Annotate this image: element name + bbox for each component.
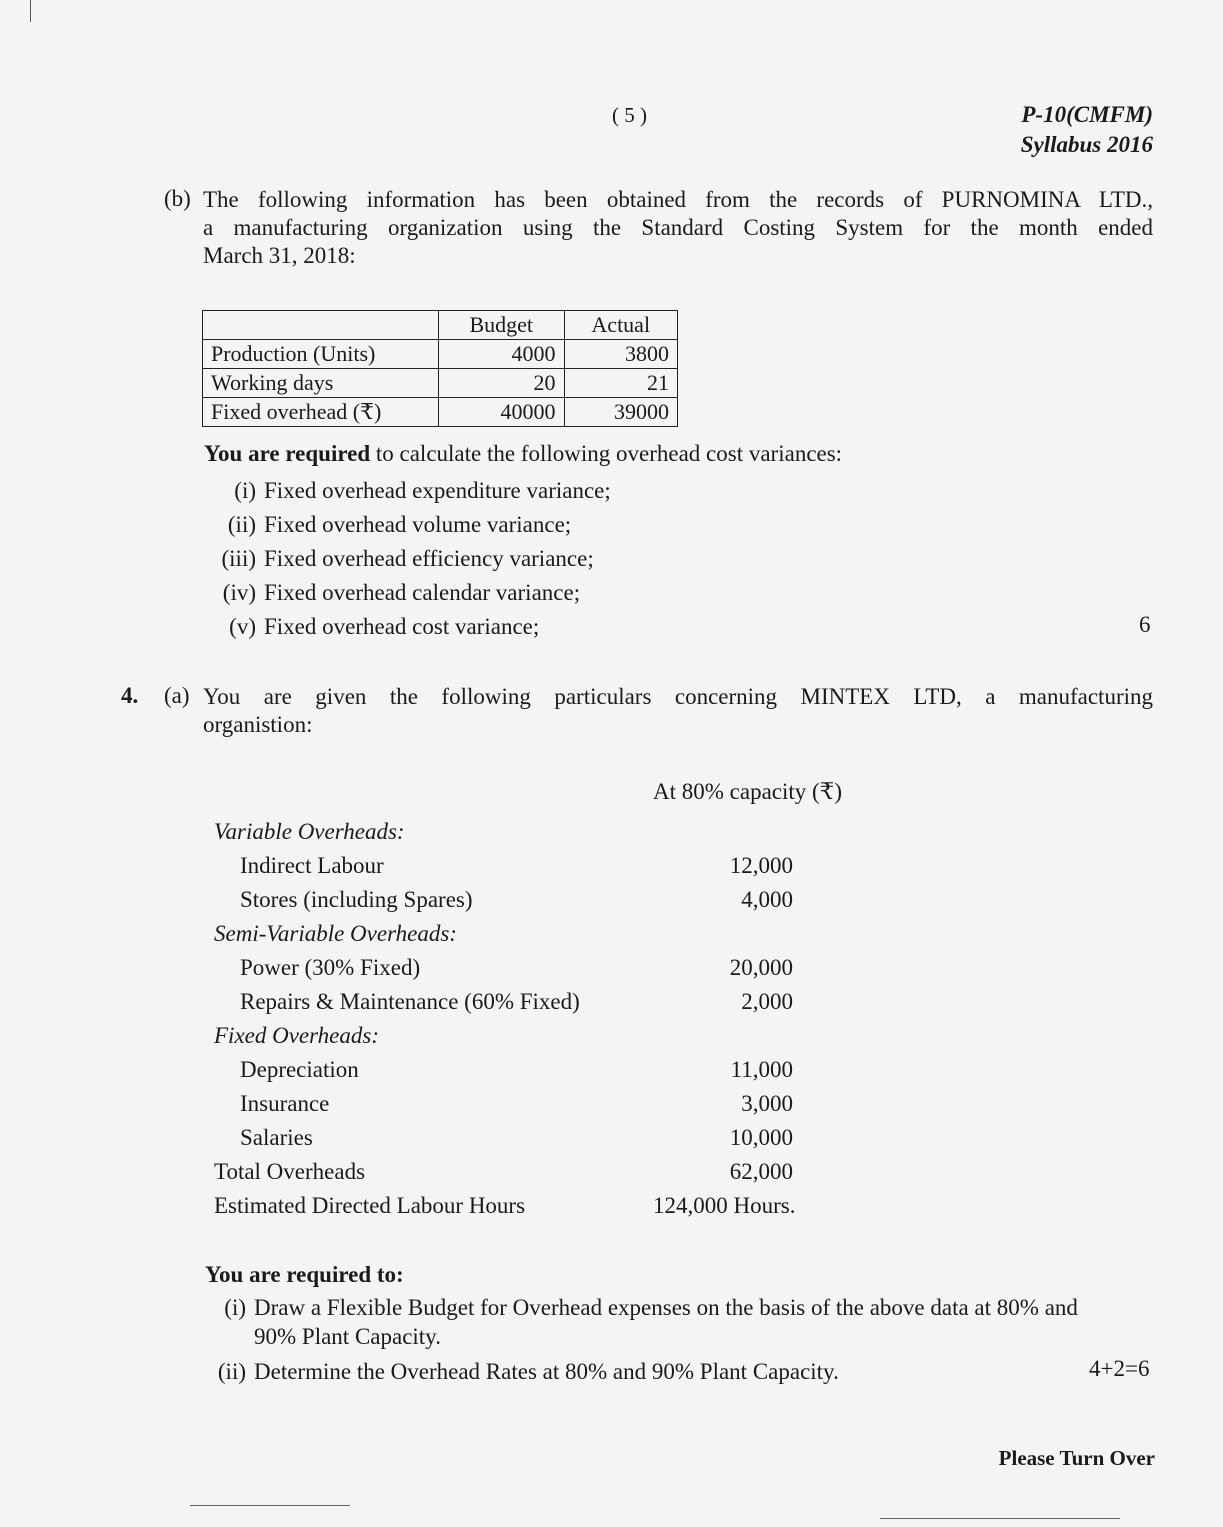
table-header-budget: Budget — [438, 311, 564, 340]
table-header-blank — [203, 311, 439, 340]
table-row — [214, 985, 814, 1019]
row-label: Power (30% Fixed) — [240, 955, 421, 980]
q3b-label: (b) — [164, 186, 191, 211]
q4a-task-list — [194, 1293, 1154, 1389]
list-item-text: Fixed overhead efficiency variance; — [264, 546, 594, 571]
list-item — [194, 1293, 1154, 1351]
list-item-text — [254, 1293, 1152, 1351]
scan-edge-mark — [190, 1505, 350, 1506]
scan-edge-mark — [880, 1518, 1120, 1519]
fixed-overhead-table — [202, 310, 678, 427]
q4a-required: You are required to: — [205, 1262, 404, 1287]
table-row — [203, 340, 678, 369]
section-heading-fixed: Fixed Overheads: — [214, 1023, 379, 1048]
table-cell: 3800 — [564, 340, 678, 369]
row-value: 10,000 — [729, 1125, 793, 1150]
table-cell: Working days — [203, 369, 439, 398]
list-item-number: (i) — [224, 1295, 246, 1320]
row-value: 62,000 — [729, 1159, 793, 1184]
row-value: 3,000 — [741, 1091, 793, 1116]
table-cell: Fixed overhead (₹) — [203, 398, 439, 427]
q4a-intro — [203, 683, 1153, 739]
syllabus-label: Syllabus 2016 — [1020, 132, 1153, 157]
list-item-line-2: 90% Plant Capacity. — [254, 1324, 441, 1349]
table-row — [214, 883, 814, 917]
table-row — [214, 951, 814, 985]
list-item-text: Determine the Overhead Rates at 80% and 90% Plant Capacity. — [254, 1359, 839, 1384]
list-item-line-1: Draw a Flexible Budget for Overhead expenses on the basis of the above data at 80% and — [254, 1295, 1078, 1320]
table-row — [214, 849, 814, 883]
table-row — [214, 1087, 814, 1121]
q3b-required-bold: You are required — [204, 441, 371, 466]
q3b-marks: 6 — [1139, 612, 1151, 637]
row-label: Stores (including Spares) — [240, 887, 473, 912]
table-header-actual: Actual — [564, 311, 678, 340]
list-item-number: (ii) — [227, 512, 256, 537]
row-label: Repairs & Maintenance (60% Fixed) — [240, 989, 580, 1014]
table-cell: 4000 — [438, 340, 564, 369]
row-value: 12,000 — [729, 853, 793, 878]
capacity-column-header: At 80% capacity (₹) — [653, 779, 842, 804]
q4a-label: (a) — [164, 683, 190, 708]
overheads-schedule — [214, 815, 814, 1223]
row-label: Estimated Directed Labour Hours — [214, 1193, 526, 1218]
q3b-required — [204, 441, 842, 467]
row-value: 20,000 — [729, 955, 793, 980]
table-row-hours — [214, 1189, 814, 1223]
list-item-text: Fixed overhead cost variance; — [264, 614, 540, 639]
q4a-line-1: You are given the following particulars concerning MINTEX LTD, a manufacturing — [203, 684, 1153, 709]
list-item-number: (iii) — [221, 546, 256, 571]
q3b-required-rest: to calculate the following overhead cost variances: — [370, 441, 843, 466]
table-row — [214, 1121, 814, 1155]
table-row — [203, 369, 678, 398]
list-item-text: Fixed overhead calendar variance; — [264, 580, 581, 605]
list-item-number: (iv) — [222, 580, 256, 605]
row-label: Indirect Labour — [240, 853, 384, 878]
row-label: Total Overheads — [214, 1159, 366, 1184]
q4a-line-2: organistion: — [203, 712, 313, 737]
row-label: Depreciation — [240, 1057, 359, 1082]
list-item-number: (ii) — [217, 1359, 246, 1384]
row-label: Insurance — [240, 1091, 330, 1116]
table-row — [214, 1053, 814, 1087]
list-item — [194, 576, 611, 610]
list-item — [194, 1355, 1154, 1389]
list-item — [194, 610, 611, 644]
row-value: 124,000 Hours. — [653, 1193, 796, 1218]
table-header-row — [203, 311, 678, 340]
page-number: ( 5 ) — [612, 103, 647, 127]
q3b-line-3: March 31, 2018: — [203, 243, 356, 268]
list-item-text: Fixed overhead volume variance; — [264, 512, 572, 537]
list-item-number: (i) — [234, 478, 256, 503]
section-heading-variable: Variable Overheads: — [214, 819, 405, 844]
list-item-number: (v) — [229, 614, 256, 639]
q3b-variance-list — [194, 474, 611, 644]
q3b-intro — [203, 186, 1153, 270]
q3b-line-1: The following information has been obtained from the records of PURNOMINA LTD., — [203, 187, 1153, 212]
table-cell: 20 — [438, 369, 564, 398]
table-cell: 21 — [564, 369, 678, 398]
scan-edge-mark — [30, 0, 31, 22]
row-value: 2,000 — [741, 989, 793, 1014]
please-turn-over: Please Turn Over — [998, 1446, 1155, 1470]
q3b-line-2: a manufacturing organization using the Standard Costing System for the month ended — [203, 215, 1153, 240]
table-cell: 39000 — [564, 398, 678, 427]
table-row — [203, 398, 678, 427]
row-label: Salaries — [240, 1125, 313, 1150]
table-cell: Production (Units) — [203, 340, 439, 369]
list-item — [194, 508, 611, 542]
row-value: 4,000 — [741, 887, 793, 912]
table-cell: 40000 — [438, 398, 564, 427]
table-row-total — [214, 1155, 814, 1189]
list-item-text: Fixed overhead expenditure variance; — [264, 478, 611, 503]
q4a-marks: 4+2=6 — [1089, 1356, 1150, 1381]
list-item — [194, 474, 611, 508]
list-item — [194, 542, 611, 576]
row-value: 11,000 — [730, 1057, 793, 1082]
section-heading-semi-variable: Semi-Variable Overheads: — [214, 921, 457, 946]
paper-code: P-10(CMFM) — [1021, 102, 1153, 127]
paper-header — [1021, 100, 1153, 160]
q4-number: 4. — [121, 683, 139, 708]
